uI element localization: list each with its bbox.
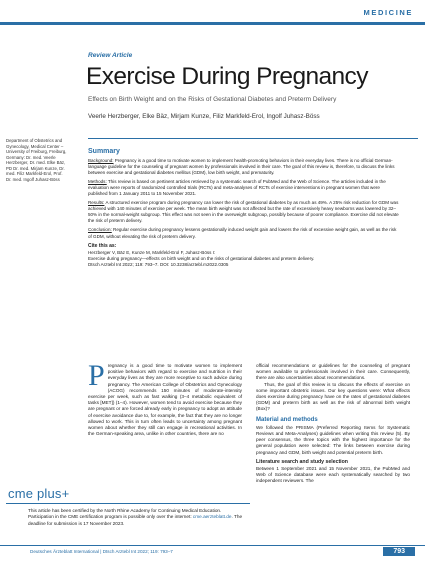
methods-label: Methods: — [88, 179, 107, 185]
background-label: Background: — [88, 158, 114, 163]
cite-line-2: Exercise during pregnancy—effects on birth weight and on the risks of gestational diabetes and preterm delivery. — [88, 255, 315, 261]
col2-paragraph-1: official recommendations or guidelines for the counseling of pregnant women available to professionals involved in their care. Consequently, there are also uncertainties about recommendations. — [256, 363, 410, 381]
summary-rule — [88, 138, 418, 139]
methods-paragraph: We followed the PRISMA (Preferred Reporting Items for Systematic Reviews and Meta-Analyses) guidelines when writing this review (5). By peer consensus, the three topics with the highest importance for the general population were selected: The links between exercise during pregnancy and GDM, birth weight and potential preterm birth. — [256, 424, 410, 455]
article-title: Exercise During Pregnancy — [86, 63, 368, 90]
literature-heading: Literature search and study selection — [256, 458, 348, 465]
summary-block — [88, 158, 400, 268]
author-affiliation: Department of Obstetrics and Gynecology, Medical Center – University of Freiburg, Freiburg, Germany: Dr. med. Veerle Herzberger, Dr. med. Elke Bäz, PD Dr. med. Mirjam Kunze, Dr. med. Filiz Markfeld-Erol, Prof. Dr. med. Ingolf Juhasz-Böss — [6, 138, 67, 182]
body-column-1 — [88, 359, 242, 437]
summary-conclusion — [88, 227, 400, 239]
footer-ref: | Dtsch Arztebl Int 2022; 119: 793–7 — [98, 549, 173, 554]
methods-text: This review is based on pertinent articles retrieved by a systematic search of PubMed and the Web of Science. The articles included in the evaluation were reports of randomized controlled trials (RCTs) and meta-analyses of RCTs of exercise interventions in pregnant women that were published from 1 January 2011 to 15 November 2021. — [88, 179, 386, 197]
top-rule — [0, 22, 425, 25]
cme-rule — [6, 503, 250, 504]
summary-background — [88, 158, 400, 176]
cite-line-3: Dtsch Arztebl Int 2022; 119: 793–7. DOI: 10.3238/arztebl.m2022.0305 — [88, 261, 229, 267]
cme-text-1: This article has been certified by the North Rhine Academy for Continuing Medical Education. Participation in the CME certification program is possible only over the internet: — [28, 508, 222, 520]
intro-paragraph — [88, 359, 242, 437]
cme-logo-text: cme plus — [8, 486, 62, 501]
results-label: Results: — [88, 200, 105, 206]
article-authors: Veerle Herzberger, Elke Bäz, Mirjam Kunze, Filiz Markfeld-Erol, Ingolf Juhasz-Böss — [88, 113, 320, 120]
section-label: MEDICINE — [363, 8, 413, 17]
footer-rule — [0, 545, 425, 546]
footer-citation — [30, 549, 173, 554]
methods-heading: Material and methods — [256, 416, 318, 423]
body-column-2 — [256, 363, 410, 485]
plus-icon: + — [61, 486, 70, 501]
article-subtitle: Effects on Birth Weight and on the Risks of Gestational Diabetes and Preterm Delivery — [88, 96, 337, 103]
summary-results — [88, 200, 400, 224]
page-number: 793 — [383, 547, 415, 556]
drop-cap: P — [88, 359, 105, 392]
cite-line-1: Herzberger V, Bäz E, Kunze M, Markfeld-Erol F, Juhasz-Böss I: — [88, 249, 216, 255]
col2-paragraph-2: Thus, the goal of this review is to discuss the effects of exercise on some important obstetric issues. Our key questions were: What effects does exercise during pregnancy have on the rates of gestational diabetes (GDM) and preterm birth as well as the risk of abnormal birth weight (Box)? — [256, 381, 410, 412]
cme-text-2: . The deadline for submission is 17 November 2023. — [28, 514, 243, 526]
cme-notice — [28, 508, 246, 527]
conclusion-text: Regular exercise during pregnancy lessens gestationally induced weight gain and lowers the risk of excessive weight gain, as well as the risk of GDM, without elevating the risk of preterm delivery. — [88, 227, 397, 239]
background-text: Pregnancy is a good time to motivate women to implement health-promoting behaviors in their everyday lives. There is no official German-language guideline for the counseling of pregnant women by professionals involved in their care. The goal of this review is, therefore, to discuss the links between exercise and gestational diabetes mellitus (GDM), low birth weight, and prematurity. — [88, 158, 395, 176]
summary-heading: Summary — [88, 148, 120, 155]
footer-journal: Deutsches Ärzteblatt International — [30, 549, 99, 554]
conclusion-label: Conclusion: — [88, 227, 112, 233]
article-type: Review Article — [88, 52, 133, 59]
literature-paragraph: Between 1 September 2021 and 15 November 2021, the PubMed and Web of Science database were each systematically searched by two independent reviewers. The — [256, 466, 410, 484]
summary-methods — [88, 179, 400, 197]
intro-text: regnancy is a good time to motivate women to implement positive behaviors with regard to exercise and nutrition in their everyday lives as they are more receptive to such advice during pregnancy. The American College of Obstetrics and Gynecology (ACOG) recommends 150 minutes of moderate-intensity exercise per week, such as fast walking (3–4 metabolic equivalent of tasks [MET]) (1–4). However, women tend to avoid exercise because they are pregnant or are forced already early in pregnancy to adopt an attitude of exercise avoidance due to, for example, the fact that they are no longer allowed to work. This in turn often leads to uncertainty among pregnant women about whether they still can engage in recreational activities. In the German-speaking area, unlike in other countries, there are no — [88, 363, 242, 437]
cme-link[interactable]: cme.aerzteblatt.de — [192, 514, 232, 520]
results-text: A structured exercise program during pregnancy can lower the risk of gestational diabetes by as much as 49%. A 25% risk reduction for GDM was achieved with 140 minutes of exercise per week. The mean birth weight was not affected but the rate of excessively heavy newborns was lowered by 32–50% in the normal-weight subgroup. This effect was not seen in the overweight subgroup, possibly because of poorer compliance. Exercise did not elevate the risk of preterm delivery. — [88, 200, 399, 224]
cite-heading: Cite this as: — [88, 242, 117, 249]
cme-plus-logo — [8, 486, 69, 501]
